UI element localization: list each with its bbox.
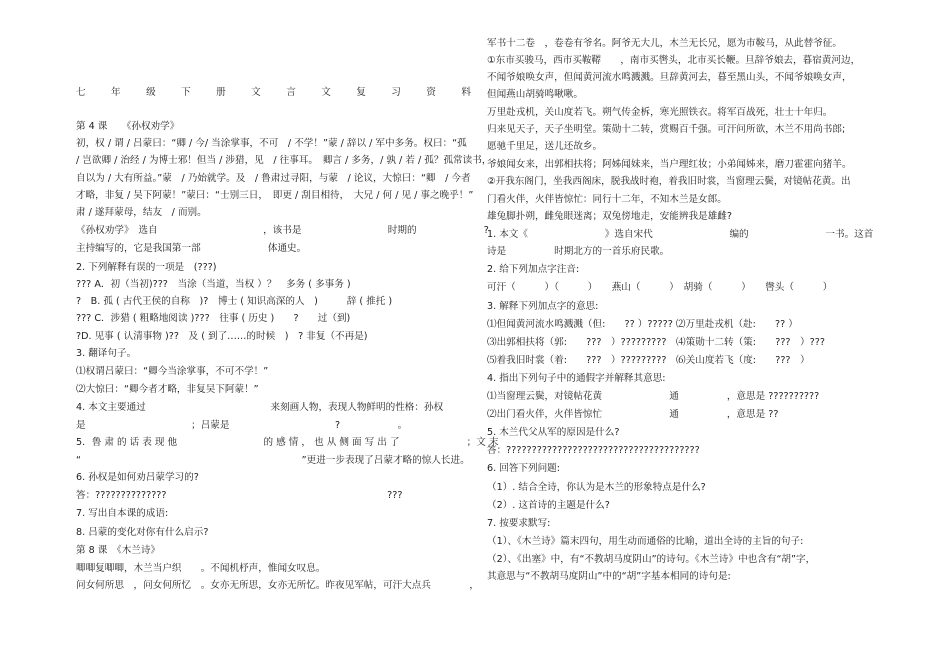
right_lines-line: 其意思与“不教胡马度阴山”中的“胡”字基本相同的诗句是: [487,571,731,582]
left_lines-line: 自以为 / 大有所益。”蒙 / 乃始就学。及 / 鲁肃过寻阳，与蒙 / 论议，大惊曰：“卿 / 今者 [76,173,471,184]
left_lines-line: “ ”更进一步表现了吕蒙才略的惊人长进。 [76,455,470,466]
left_lines-line: 答：?????????????? ??? [76,490,403,501]
right-column [475,0,950,672]
right_lines-line: 雄兔脚扑朔，雌兔眼迷离；双兔傍地走，安能辨我是雄雌? [487,211,732,222]
title-char: 习 [391,87,401,98]
left_lines-line: 肃 / 遂拜蒙母，结友 / 而别。 [76,207,207,218]
right_lines-line: （1）. 结合全诗，你认为是木兰的形象特点是什么? [487,482,706,493]
left_lines-line: 5．鲁 肃 的 话 表 现 他 的 感 情 ， 也 从 侧 面 写 出 了 ；文 末 [76,437,499,448]
right_lines-line: 万里赴戎机，关山度若飞。朔气传金柝，寒光照铁衣。将军百战死，壮士十年归。 [487,107,833,118]
left_lines-line: ??? C．涉猎 ( 粗略地阅读 )??? 往事 ( 历史 ) ? 过（到) [76,313,351,324]
left_lines-line: ?D. 见事 ( 认清事物 )?? 及 ( 到了‥‥‥的时候 ) ? 非复（不再是) [76,331,368,342]
left_lines-line: 6. 孙权是如何劝吕蒙学习的? [76,472,199,483]
right_lines-line: 爷娘闻女来，出郭相扶将；阿姊闻妹来，当户理红妆；小弟闻姊来，磨刀霍霍向猪羊。 [487,159,852,170]
right_lines-line: 不闻爷娘唤女声，但闻黄河流水鸣溅溅。旦辞黄河去，暮至黑山头，不闻爷娘唤女声， [487,72,852,83]
left_lines-line: 才略，非复 / 吴下阿蒙！”蒙曰：“士别三日， 即更 / 刮目相待， 大兄 / 何 / 见 / 事之晚乎！” [76,190,474,201]
left_lines-line: 唧唧复唧唧，木兰当户织 。不闻机杼声，惟闻女叹息。 [76,563,326,574]
left_lines-line: 第 8 课 《木兰诗》 [76,545,161,556]
title-char: 言 [286,87,296,98]
title-char: 七 [76,87,86,98]
right_lines-line: ⑴当窗理云鬓，对镜帖花黄 通 ，意思是 ?????????? [487,391,820,402]
right_lines-line: 可汗（ ）（ ） 燕山（ ） 胡骑（ ） 辔头（ ） [487,282,833,293]
left_lines-line: ??? A．初（当初)??? 当涂（当道，当权 ）？ 多务 ( 多事务 ) [76,279,351,290]
title-char: 级 [146,87,156,98]
right_lines-line: （2）、《出塞》中，有“不教胡马度阴山”的诗句。《木兰诗》中也含有“胡”字， [487,554,816,565]
right_lines-line: 7. 按要求默写: [487,518,551,529]
left_lines-line: 4. 本文主要通过 来刻画人物，表现人物鲜明的性格：孙权 [76,402,444,413]
left_lines-line: 3. 翻译句子。 [76,348,137,359]
title-char: 年 [111,87,121,98]
left_lines-line: 是 ；吕蒙是 ? 。 [76,420,408,431]
right_lines-line: 6. 回答下列问题: [487,463,560,474]
right_lines-line: 归来见天子，天子坐明堂。策勋十二转，赏赐百千强。可汗问所欲，木兰不用尚书郎; [487,124,846,135]
left_lines-line: 7. 写出自本课的成语: [76,508,169,519]
right_lines-line: 答：?????????????????????????????????????? [487,445,700,456]
left_lines-line: ⑵大惊曰：“卿今者才略，非复吴下阿蒙！” [76,384,259,395]
right_lines-line: ⑸着我旧时裳（着: ??? ）????????? ⑹关山度若飞（度: ??? ） [487,355,810,366]
right_lines-line: 2. 给下列加点字注音: [487,264,580,275]
right_lines-line: ⑵出门看火伴，火伴皆惊忙 通 ，意思是 ?? [487,409,779,420]
right_lines-line: （2）. 这首诗的主题是什么? [487,500,610,511]
left_lines-line: 主持编写的，它是我国第一部 体通史。 [76,243,307,254]
left_lines-line: ? B. 孤 ( 古代王侯的自称 )? 博士 ( 知识高深的人 ) 辞 ( 推托 ) [76,296,393,307]
right_lines-line: 但闻燕山胡骑鸣啾啾。 [487,89,583,100]
title-char: 料 [461,87,471,98]
right_lines-line: ⑴但闻黄河流水鸣溅溅（但: ?? ）????? ⑵万里赴戎机（赴: ?? ） [487,319,798,330]
right_lines-line: 军书十二卷 ，卷卷有爷名。阿爷无大儿，木兰无长兄，愿为市鞍马，从此替爷征。 [487,38,842,49]
left_lines-line: 第 4 课 《孙权劝学》 [76,121,180,132]
left_lines-line: 2. 下列解释有误的一项是 (???) [76,262,217,273]
title-char: 文 [321,87,331,98]
title-char: 资 [426,87,436,98]
left_lines-line: ⑴权谓吕蒙曰：“卿今当涂掌事，不可不学！” [76,366,269,377]
left_lines-line: / 岂欲卿 / 治经 / 为博士邪！但当 / 涉猎，见 / 往事耳。 卿言 / 多务，/ 孰 / 若 / 孤？孤常读书， [76,155,492,166]
right_lines-line: （1）、《木兰诗》篇末四句，用生动而通俗的比喻，道出全诗的主旨的句子: [487,536,804,547]
right_lines-line: 愿驰千里足，送儿还故乡。 [487,141,603,152]
right_lines-line: 门看火伴，火伴皆惊忙：同行十二年，不知木兰是女郎。 [487,194,727,205]
title-char: 文 [251,87,261,98]
title-char: 册 [216,87,226,98]
left_lines-line: 8. 吕蒙的变化对你有什么启示? [76,527,209,538]
right_lines-line: ⑶出郭相扶将（郭: ??? ）????????? ⑷策勋十二转（策: ??? ）??? [487,337,825,348]
left_lines-line: 《孙权劝学》 选自 ，该书是 时期的 ? [76,225,489,236]
right_lines-line: 3. 解释下列加点字的意思: [487,301,599,312]
right_lines-line: 1. 本文《 》选自宋代 编的 一书。这首 [487,229,874,240]
right_lines-line: ②开我东阁门，坐我西阁床，脱我战时袍，着我旧时裳，当窗理云鬓，对镜帖花黄。出 [487,176,851,187]
left_lines-line: 问女何所思 ，问女何所忆 。女亦无所思，女亦无所忆。昨夜见军帖，可汗大点兵 ， [76,580,479,591]
right_lines-line: 诗是 时期北方的一首乐府民歌。 [487,246,670,257]
right_lines-line: 5. 木兰代父从军的原因是什么? [487,427,620,438]
left_lines-line: 初，权 / 谓 / 吕蒙曰：“卿 / 今/ 当涂掌事，不可 / 不学！”蒙 / 辞以 / 军中多务。权曰：“孤 [76,138,467,149]
right_lines-line: ①东市买骏马，西市买鞍鞯 ，南市买辔头，北市买长鞭。旦辞爷娘去，暮宿黄河边， [487,55,861,66]
title-char: 下 [181,87,191,98]
title-char: 复 [356,87,366,98]
right_lines-line: 4. 指出下列句子中的通假字并解释其意思: [487,373,666,384]
